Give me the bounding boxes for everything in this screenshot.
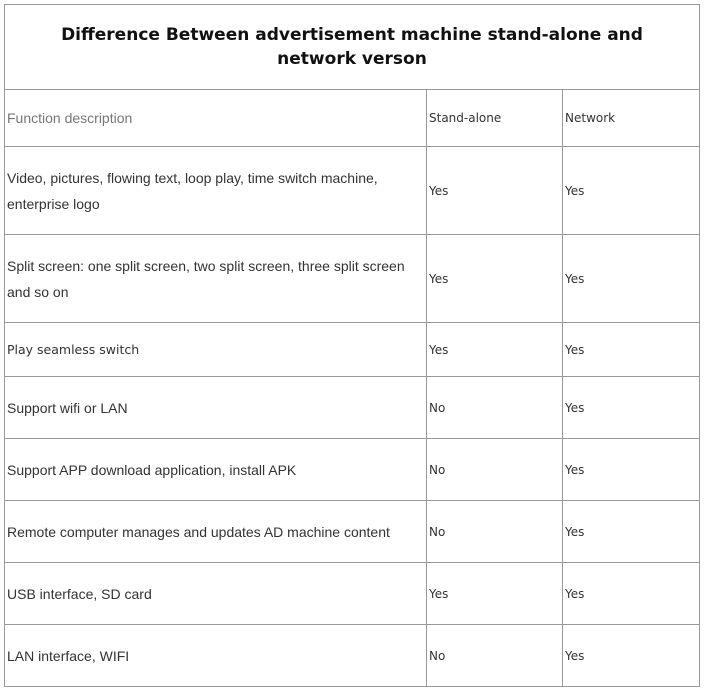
title-row [5, 5, 700, 90]
network-cell: Yes [563, 501, 700, 563]
table-row [5, 501, 700, 563]
comparison-table [4, 4, 700, 687]
function-cell: LAN interface, WIFI [5, 625, 427, 687]
function-cell: Support wifi or LAN [5, 377, 427, 439]
standalone-cell: No [427, 377, 563, 439]
standalone-cell: Yes [427, 235, 563, 323]
network-cell: Yes [563, 377, 700, 439]
network-cell: Yes [563, 625, 700, 687]
standalone-cell: Yes [427, 563, 563, 625]
table-row [5, 377, 700, 439]
network-cell: Yes [563, 563, 700, 625]
table-row [5, 625, 700, 687]
function-cell: Video, pictures, flowing text, loop play, time switch machine, enterprise logo [5, 147, 427, 235]
function-cell: Remote computer manages and updates AD machine content [5, 501, 427, 563]
standalone-cell: No [427, 625, 563, 687]
header-network: Network [563, 90, 700, 147]
function-cell: Split screen: one split screen, two split screen, three split screen and so on [5, 235, 427, 323]
function-cell: Support APP download application, install APK [5, 439, 427, 501]
network-cell: Yes [563, 323, 700, 377]
network-cell: Yes [563, 235, 700, 323]
table-row [5, 563, 700, 625]
table-row [5, 235, 700, 323]
header-row [5, 90, 700, 147]
standalone-cell: Yes [427, 323, 563, 377]
header-function-description: Function description [5, 90, 427, 147]
standalone-cell: No [427, 501, 563, 563]
standalone-cell: No [427, 439, 563, 501]
table-title: Difference Between advertisement machine stand-alone and network verson [5, 5, 700, 90]
header-stand-alone: Stand-alone [427, 90, 563, 147]
standalone-cell: Yes [427, 147, 563, 235]
network-cell: Yes [563, 147, 700, 235]
table-row [5, 147, 700, 235]
function-cell: Play seamless switch [5, 323, 427, 377]
table-row [5, 323, 700, 377]
table-row [5, 439, 700, 501]
function-cell: USB interface, SD card [5, 563, 427, 625]
network-cell: Yes [563, 439, 700, 501]
